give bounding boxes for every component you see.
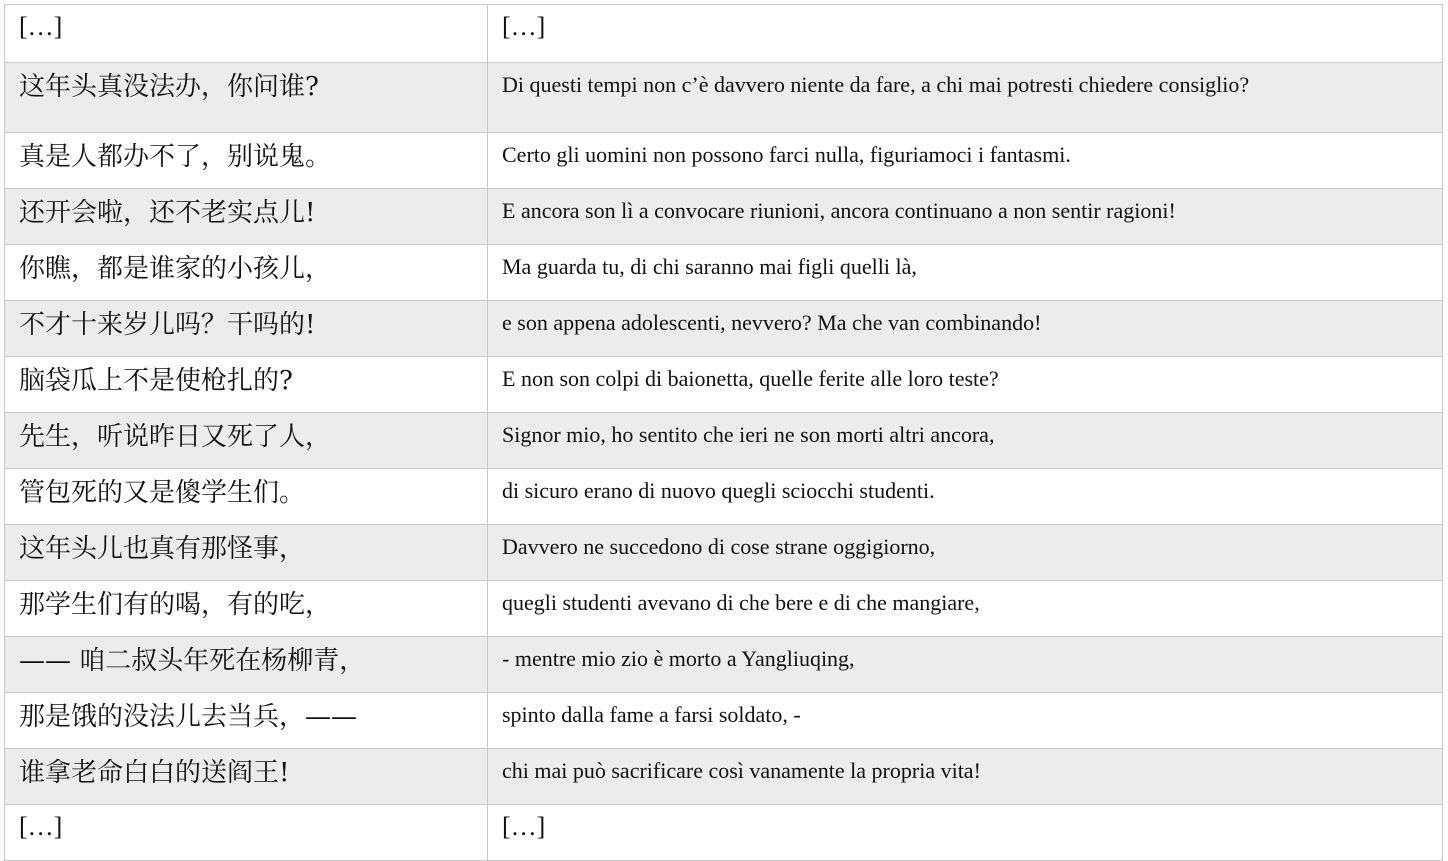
italian-cell: e son appena adolescenti, nevvero? Ma che van combinando! <box>488 301 1443 357</box>
italian-cell: spinto dalla fame a farsi soldato, - <box>488 693 1443 749</box>
italian-cell: di sicuro erano di nuovo quegli sciocchi studenti. <box>488 469 1443 525</box>
table-row <box>5 245 1443 301</box>
chinese-cell: 脑袋瓜上不是使枪扎的? <box>5 357 488 413</box>
chinese-cell: […] <box>5 5 488 63</box>
table-row <box>5 805 1443 861</box>
italian-cell: quegli studenti avevano di che bere e di che mangiare, <box>488 581 1443 637</box>
italian-cell: E ancora son lì a convocare riunioni, ancora continuano a non sentir ragioni! <box>488 189 1443 245</box>
italian-cell: chi mai può sacrificare così vanamente la propria vita! <box>488 749 1443 805</box>
chinese-cell: 谁拿老命白白的送阎王! <box>5 749 488 805</box>
italian-cell: E non son colpi di baionetta, quelle ferite alle loro teste? <box>488 357 1443 413</box>
table-row <box>5 693 1443 749</box>
table-row <box>5 189 1443 245</box>
chinese-cell: —— 咱二叔头年死在杨柳青， <box>5 637 488 693</box>
chinese-cell: 这年头真没法办，你问谁? <box>5 63 488 133</box>
table-row <box>5 637 1443 693</box>
chinese-cell: […] <box>5 805 488 861</box>
italian-cell: Ma guarda tu, di chi saranno mai figli quelli là, <box>488 245 1443 301</box>
translation-table <box>4 4 1443 861</box>
chinese-cell: 先生，听说昨日又死了人， <box>5 413 488 469</box>
italian-cell: - mentre mio zio è morto a Yangliuqing, <box>488 637 1443 693</box>
chinese-cell: 还开会啦，还不老实点儿! <box>5 189 488 245</box>
chinese-cell: 真是人都办不了，别说鬼。 <box>5 133 488 189</box>
chinese-cell: 那学生们有的喝，有的吃， <box>5 581 488 637</box>
table-row <box>5 357 1443 413</box>
table-row <box>5 133 1443 189</box>
table-row <box>5 5 1443 63</box>
table-row <box>5 301 1443 357</box>
chinese-cell: 这年头儿也真有那怪事， <box>5 525 488 581</box>
italian-cell: Di questi tempi non c’è davvero niente da fare, a chi mai potresti chiedere consiglio? <box>488 63 1443 133</box>
italian-cell: […] <box>488 805 1443 861</box>
italian-cell: Certo gli uomini non possono farci nulla, figuriamoci i fantasmi. <box>488 133 1443 189</box>
chinese-cell: 那是饿的没法儿去当兵，—— <box>5 693 488 749</box>
table-row <box>5 749 1443 805</box>
table-row <box>5 525 1443 581</box>
italian-cell: Signor mio, ho sentito che ieri ne son morti altri ancora, <box>488 413 1443 469</box>
chinese-cell: 管包死的又是傻学生们。 <box>5 469 488 525</box>
italian-cell: […] <box>488 5 1443 63</box>
chinese-cell: 你瞧，都是谁家的小孩儿， <box>5 245 488 301</box>
table-row <box>5 581 1443 637</box>
table-row <box>5 63 1443 133</box>
italian-cell: Davvero ne succedono di cose strane oggigiorno, <box>488 525 1443 581</box>
table-row <box>5 413 1443 469</box>
table-row <box>5 469 1443 525</box>
chinese-cell: 不才十来岁儿吗？干吗的! <box>5 301 488 357</box>
